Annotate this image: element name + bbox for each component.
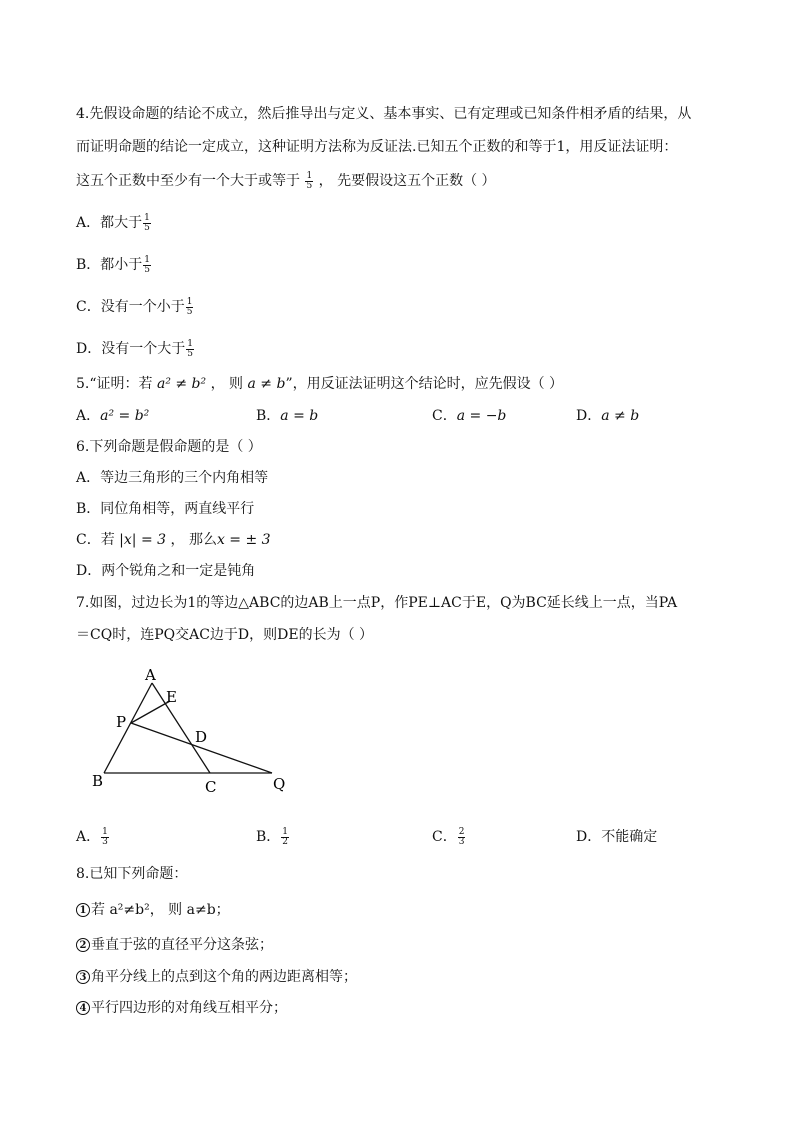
q5-option-a[interactable]: A．a² = b²: [76, 408, 150, 424]
q6-stem: 6.下列命题是假命题的是（ ）: [76, 439, 262, 455]
circled-number: 1: [76, 903, 90, 917]
label-q: Q: [273, 775, 286, 793]
q4-stem-line3: 这五个正数中至少有一个大于或等于 $\frac{1}{5}$ ， 先要假设这五个正数（ ）: [76, 170, 496, 191]
q8-item-3: 3 角平分线上的点到这个角的两边距离相等；: [76, 966, 357, 986]
q6-option-c[interactable]: C．若 |x| = 3 ， 那么x = ± 3: [76, 532, 271, 548]
q7-stem-line2: ＝CQ时，连PQ交AC边于D，则DE的长为（ ）: [76, 627, 374, 643]
q5-options: [76, 405, 716, 423]
q5-option-b[interactable]: B．a = b: [256, 408, 319, 424]
q4-option-d[interactable]: D．没有一个大于 $\frac{1}{5}$: [76, 338, 193, 359]
label-c: C: [205, 778, 217, 796]
q6-option-b[interactable]: B．同位角相等，两直线平行: [76, 501, 255, 517]
fraction: $\frac{1}{5}$: [186, 296, 193, 317]
q7-option-b[interactable]: B． $\frac{1}{2}$: [256, 826, 289, 847]
q7-options: [76, 826, 716, 846]
fraction: $\frac{1}{5}$: [187, 338, 193, 359]
fraction: $\frac{1}{5}$: [144, 254, 151, 275]
q5-option-c[interactable]: C．a = −b: [432, 408, 507, 424]
q4-option-a[interactable]: A．都大于 $\frac{1}{5}$: [76, 212, 150, 233]
q8-item-1: 1 若 a²≠b²， 则 a≠b；: [76, 899, 230, 919]
q4-stem-line1: 4.先假设命题的结论不成立，然后推导出与定义、基本事实、已有定理或已知条件相矛盾的结果，从: [76, 106, 692, 122]
q6-option-a[interactable]: A．等边三角形的三个内角相等: [76, 470, 269, 486]
q8-item-4: 4 平行四边形的对角线互相平分；: [76, 997, 287, 1017]
q4-option-b[interactable]: B．都小于 $\frac{1}{5}$: [76, 254, 151, 275]
q8-stem: 8.已知下列命题：: [76, 866, 188, 882]
q4-stem-line2: 而证明命题的结论一定成立，这种证明方法称为反证法.已知五个正数的和等于1，用反证法证明：: [76, 139, 678, 155]
q8-item-2: 2 垂直于弦的直径平分这条弦；: [76, 934, 273, 954]
fraction: $\frac{1}{3}$: [102, 826, 108, 847]
fraction: $\frac{1}{5}$: [306, 170, 313, 191]
circled-number: 3: [76, 970, 90, 984]
triangle-figure: [88, 660, 298, 800]
q7-option-c[interactable]: C． $\frac{2}{3}$: [432, 826, 465, 847]
q6-option-d[interactable]: D．两个锐角之和一定是钝角: [76, 563, 256, 579]
fraction: $\frac{1}{5}$: [144, 212, 150, 233]
q5-option-d[interactable]: D．a ≠ b: [576, 408, 640, 424]
q5-stem: 5.“证明：若 a² ≠ b² ， 则 a ≠ b”，用反证法证明这个结论时，应先假设（ ）: [76, 376, 564, 392]
label-p: P: [116, 713, 127, 731]
circled-number: 2: [76, 938, 90, 952]
fraction: $\frac{1}{2}$: [282, 826, 289, 847]
label-a: A: [145, 666, 156, 684]
fraction: $\frac{2}{3}$: [458, 826, 465, 847]
circled-number: 4: [76, 1001, 90, 1015]
label-d: D: [195, 728, 208, 746]
q7-option-d[interactable]: D．不能确定: [576, 829, 658, 845]
q4-option-c[interactable]: C．没有一个小于 $\frac{1}{5}$: [76, 296, 193, 317]
label-b: B: [92, 772, 104, 790]
q7-option-a[interactable]: A． $\frac{1}{3}$: [76, 826, 108, 847]
q7-stem-line1: 7.如图，过边长为1的等边△ABC的边AB上一点P，作PE⊥AC于E，Q为BC延长线上一点，当PA: [76, 595, 678, 611]
label-e: E: [166, 688, 177, 706]
